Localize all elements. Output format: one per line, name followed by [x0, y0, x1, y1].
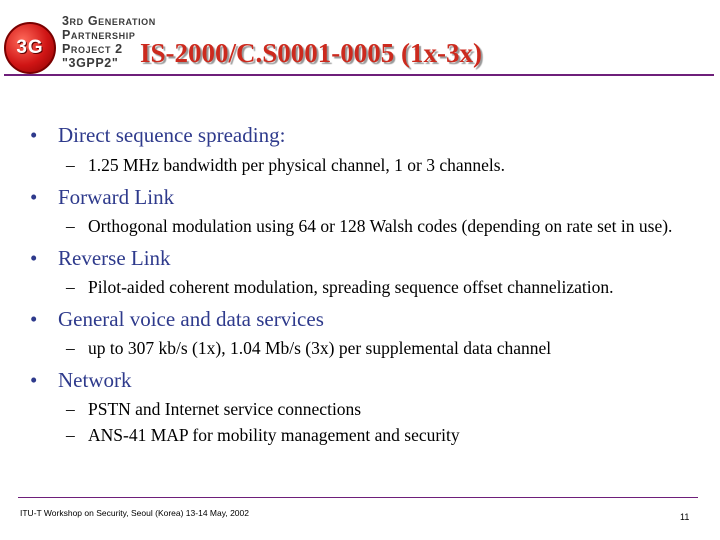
bullet-dot-icon: • [30, 368, 38, 392]
bullet-text: Direct sequence spreading: [58, 123, 286, 147]
bullet-text: Forward Link [58, 185, 175, 209]
sub-text: PSTN and Internet service connections [88, 399, 362, 419]
sub-item [30, 277, 705, 298]
bullet-item [30, 122, 705, 148]
slide-body [30, 120, 705, 446]
dash-icon: – [66, 277, 75, 297]
bullet-dot-icon: • [30, 246, 38, 270]
sub-text: up to 307 kb/s (1x), 1.04 Mb/s (3x) per supplemental data channel [88, 338, 552, 358]
bullet-text: Network [58, 368, 132, 392]
footer-caption: ITU-T Workshop on Security, Seoul (Korea) 13-14 May, 2002 [20, 508, 249, 518]
dash-icon: – [66, 155, 75, 175]
title-divider [4, 74, 714, 76]
sub-item [30, 425, 705, 446]
page-number: 11 [680, 512, 690, 522]
bullet-item [30, 306, 705, 332]
sub-item [30, 399, 705, 420]
bullet-text: General voice and data services [58, 307, 324, 331]
sub-item [30, 216, 705, 237]
bullet-dot-icon: • [30, 123, 38, 147]
logo-line: Project 2 [62, 42, 123, 56]
logo-line: 3rd Generation [62, 14, 156, 28]
sub-text: 1.25 MHz bandwidth per physical channel, 1 or 3 channels. [88, 155, 505, 175]
dash-icon: – [66, 338, 75, 358]
sub-text: Orthogonal modulation using 64 or 128 Walsh codes (depending on rate set in use). [88, 216, 673, 236]
bullet-dot-icon: • [30, 185, 38, 209]
logo-badge-text: 3G [16, 37, 44, 58]
logo-line: Partnership [62, 28, 136, 42]
bullet-item [30, 367, 705, 393]
bullet-text: Reverse Link [58, 246, 171, 270]
logo-line: "3GPP2" [62, 56, 119, 70]
sub-text: ANS-41 MAP for mobility management and security [88, 425, 460, 445]
bullet-item [30, 245, 705, 271]
dash-icon: – [66, 425, 75, 445]
bullet-dot-icon: • [30, 307, 38, 331]
bullet-item [30, 184, 705, 210]
sub-item [30, 338, 705, 359]
sub-item [30, 155, 705, 176]
slide-title: IS-2000/C.S0001-0005 (1x-3x) [140, 38, 482, 68]
dash-icon: – [66, 399, 75, 419]
dash-icon: – [66, 216, 75, 236]
footer-divider [18, 497, 698, 498]
sub-text: Pilot-aided coherent modulation, spreading sequence offset channelization. [88, 277, 614, 297]
